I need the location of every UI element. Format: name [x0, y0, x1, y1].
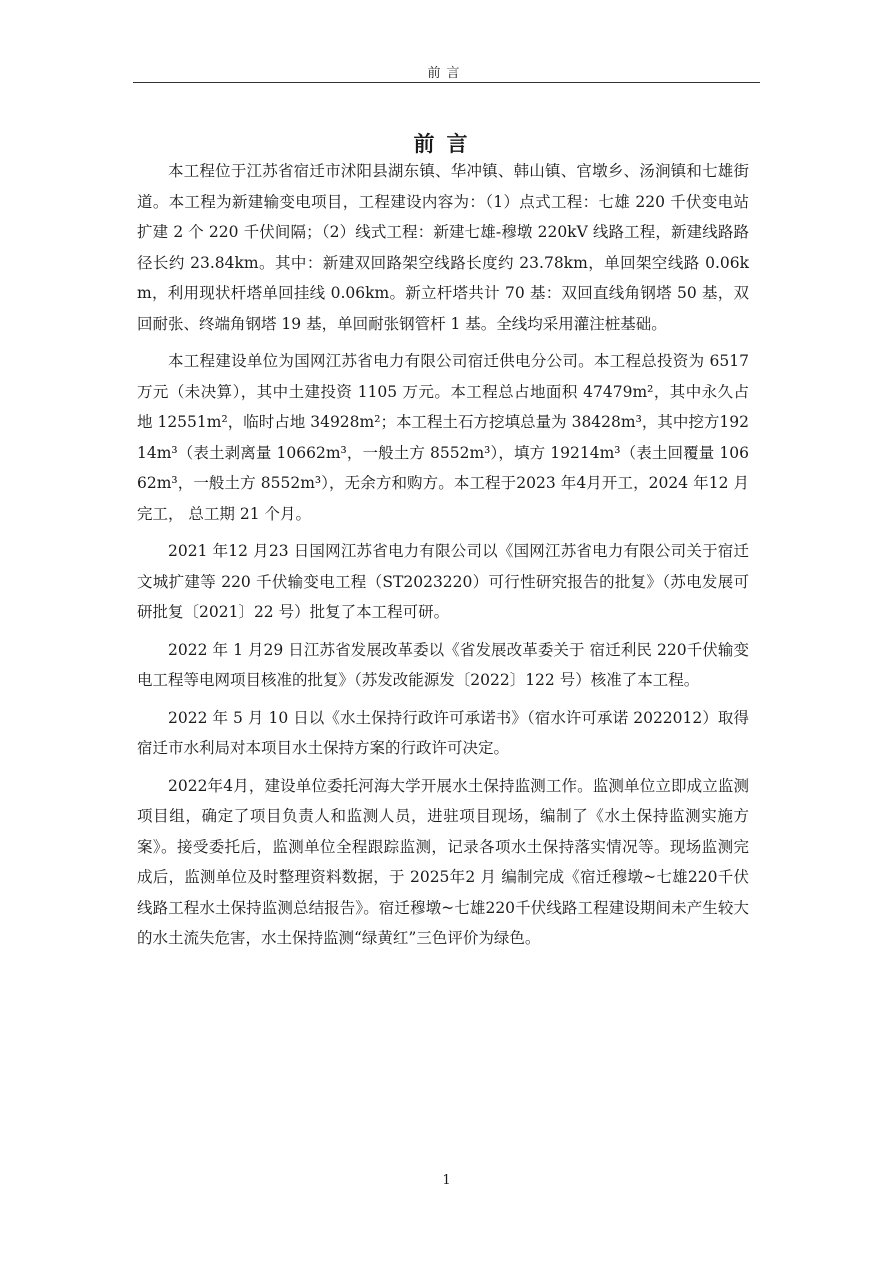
paragraph-monitoring-work: 2022年4月，建设单位委托河海大学开展水土保持监测工作。监测单位立即成立监测项目组，确定了项目负责人和监测人员，进驻项目现场，编制了《水土保持监测实施方案》。接受委托后，监测单位全程跟踪监测，记录各项水土保持落实情况等。现场监测完成后，监测单位及时整理资料数据，于 2025年2 月 编制完成《宿迁穆墩~七雄220千伏线路工程水土保持监测总结报告》。宿迁穆墩~七雄220千伏线路工程建设期间未产生较大的水土流失危害，水土保持监测“绿黄红”三色评价为绿色。 [137, 776, 749, 947]
page-number: 1 [442, 1173, 451, 1188]
paragraph-investment: 本工程建设单位为国网江苏省电力有限公司宿迁供电分公司。本工程总投资为 6517 万元（未决算），其中土建投资 1105 万元。本工程总占地面积 47479m²，其中永久占地 12551m²，临时占地 34928m²；本工程土石方挖填总量为 38428m³，其中挖方19214m³（表土剥离量 10662m³，一般土方 8552m³），填方 19214m³（表土回覆量 10662m³，一般土方 8552m³），无余方和购方。本工程于2023 年4月开工，2024 年12 月完工， 总工期 21 个月。 [137, 352, 749, 523]
paragraph-feasibility-approval: 2021 年12 月23 日国网江苏省电力有限公司以《国网江苏省电力有限公司关于宿迁文城扩建等 220 千伏输变电工程（ST2023220）可行性研究报告的批复》（苏电发展可研批复〔2021〕22 号）批复了本工程可研。 [137, 542, 749, 621]
paragraph-project-location: 本工程位于江苏省宿迁市沭阳县湖东镇、华冲镇、韩山镇、官墩乡、汤涧镇和七雄街道。本工程为新建输变电项目，工程建设内容为：（1）点式工程：七雄 220 千伏变电站扩建 2 个 220 千伏间隔；（2）线式工程：新建七雄-穆墩 220kV 线路工程，新建线路路径长约 23.84km。其中：新建双回路架空线路长度约 23.78km，单回架空线路 0.06km，利用现状杆塔单回挂线 0.06km。新立杆塔共计 70 基：双回直线角钢塔 50 基，双回耐张、终端角钢塔 19 基，单回耐张钢管杆 1 基。全线均采用灌注桩基础。 [137, 162, 749, 333]
paragraph-soil-conservation-permit: 2022 年 5 月 10 日以《水土保持行政许可承诺书》（宿水许可承诺 2022012）取得宿迁市水利局对本项目水土保持方案的行政许可决定。 [137, 708, 749, 757]
header-rule [133, 82, 760, 83]
running-header: 前言 [427, 66, 466, 81]
page-title: 前言 [413, 131, 480, 156]
body-text [137, 156, 749, 961]
paragraph-project-approval: 2022 年 1 月29 日江苏省发展改革委以《省发展改革委关于 宿迁利民 220千伏输变电工程等电网项目核准的批复》（苏发改能源发〔2022〕122 号）核准了本工程。 [137, 640, 749, 689]
